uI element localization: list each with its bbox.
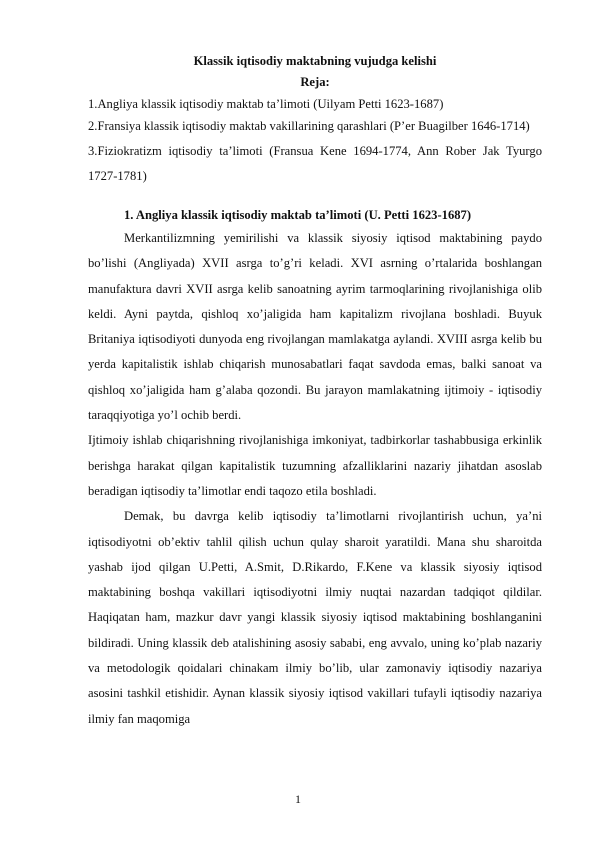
plan-item: 1.Angliya klassik iqtisodiy maktab ta’limoti (Uilyam Petti 1623-1687) [88,97,444,111]
body-paragraph: Merkantilizmning yemirilishi va klassik siyosiy iqtisod maktabining paydo bo’lishi (Angliyada) XVII asrga to’g’ri keladi. XVI asrning o’rtalarida boshlangan manufaktura davri XVII asrga kelib sanoatning ayrim tarmoqlarining rivojlanishiga olib keldi. Ayni paytda, qishloq xo’jaligida ham kapitalizm rivojlana boshladi. Buyuk Britaniya iqtisodiyoti dunyoda eng rivojlangan mamlakatga aylandi. XVIII asrga kelib bu yerda kapitalistik ishlab chiqarish munosabatlari faqat savdoda emas, balki sanoat va qishloq xo’jaligida ham g’alaba qozondi. Bu jarayon mamlakatning ijtimoiy - iqtisodiy taraqqiyotiga yo’l ochib berdi. [88,231,542,423]
plan-item: 3.Fiziokratizm iqtisodiy ta’limoti (Fransua Kene 1694-1774, Ann Rober Jak Tyurgo 1727-1781) [88,144,542,183]
plan-item: 2.Fransiya klassik iqtisodiy maktab vakillarining qarashlari (P’er Buagilber 1646-1714) [88,119,530,133]
body-paragraph: Ijtimoiy ishlab chiqarishning rivojlanishiga imkoniyat, tadbirkorlar tashabbusiga erkinlik berishga harakat qilgan kapitalistik tuzumning afzalliklarini nazariy jihatdan asoslab beradigan iqtisodiy ta’limotlar endi taqozo etila boshladi. [88,433,542,498]
body-paragraph: Demak, bu davrga kelib iqtisodiy ta’limotlarni rivojlantirish uchun, ya’ni iqtisodiyotni ob’ektiv tahlil qilish uchun qulay sharoit yaratildi. Mana shu sharoitda yashab ijod qilgan U.Petti, A.Smit, D.Rikardo, F.Kene va klassik siyosiy iqtisod maktabining boshqa vakillari iqtisodiyotni ilmiy nuqtai nazardan tadqiqot qildilar. Haqiqatan ham, mazkur davr yangi klassik siyosiy iqtisod maktabining boshlanganini bildiradi. Uning klassik deb atalishining asosiy sababi, eng avvalo, uning ko’plab nazariy va metodologik qoidalari chinakam ilmiy bo’lib, ular zamonaviy iqtisodiy nazariya asosini tashkil etishidir. Aynan klassik siyosiy iqtisod vakillari tufayli iqtisodiy nazariya ilmiy fan maqomiga [88,509,542,726]
document-title: Klassik iqtisodiy maktabning vujudga kelishi [193,54,437,68]
plan-list [88,94,542,189]
section-heading: 1. Angliya klassik iqtisodiy maktab ta’limoti (U. Petti 1623-1687) [124,208,472,222]
page-number: 1 [295,792,301,806]
document-page [88,44,542,732]
plan-heading: Reja: [300,75,330,89]
